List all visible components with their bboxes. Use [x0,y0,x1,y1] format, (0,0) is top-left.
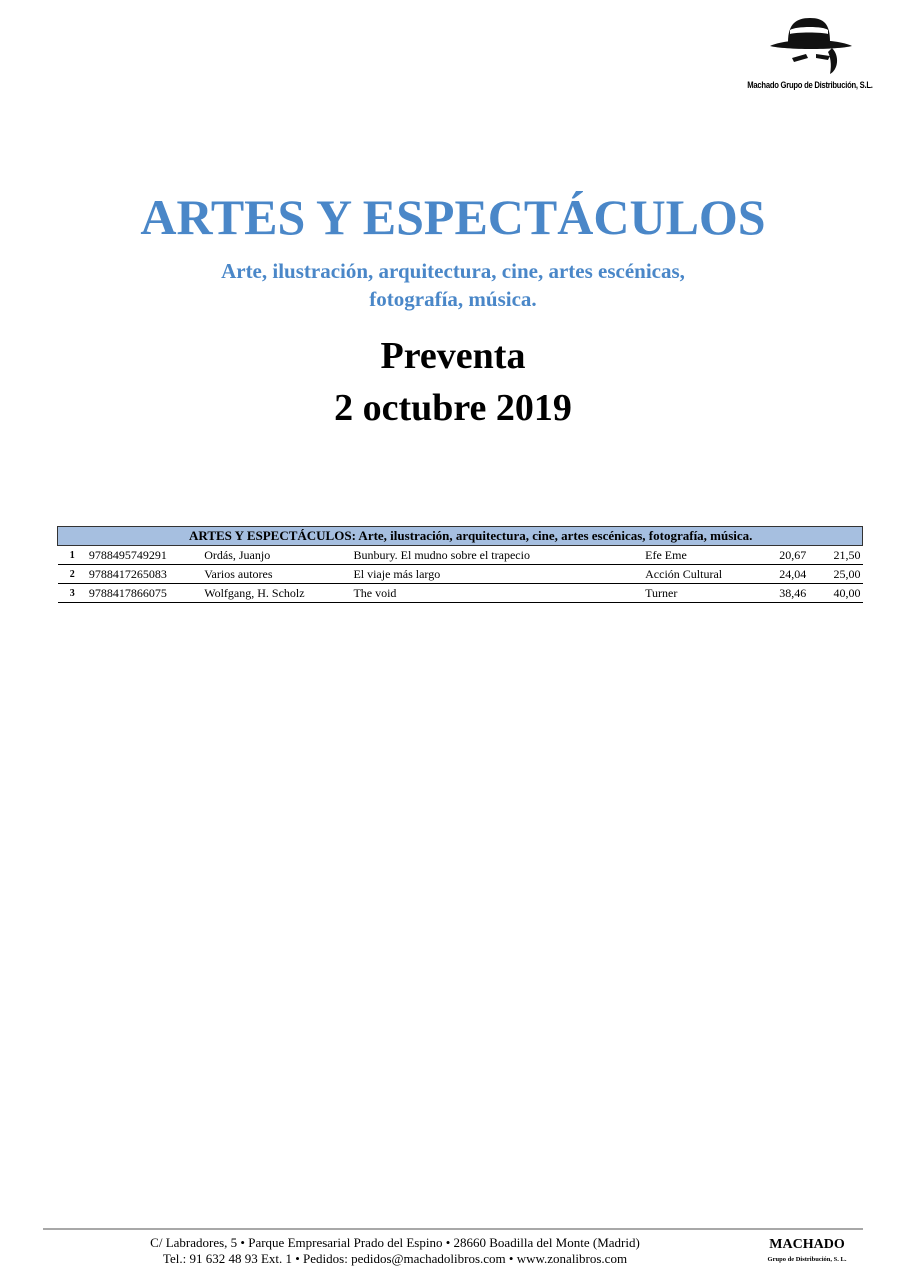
row-number: 3 [58,584,87,603]
row-isbn: 9788417866075 [87,584,202,603]
table-row [58,584,863,603]
row-author: Wolfgang, H. Scholz [202,584,351,603]
row-price-no-tax: 24,04 [763,565,808,584]
table-row [58,546,863,565]
table-row [58,565,863,584]
row-publisher: Efe Eme [643,546,763,565]
row-price: 40,00 [808,584,862,603]
row-title: El viaje más largo [351,565,643,584]
footer-address: C/ Labradores, 5 • Parque Empresarial Prado del Espino • 28660 Boadilla del Monte (Madrid) [150,1235,640,1250]
logo-caption: Machado Grupo de Distribución, S.L. [747,80,873,90]
page-subtitle-line2: fotografía, música. [369,287,537,311]
row-price: 25,00 [808,565,862,584]
table-header: ARTES Y ESPECTÁCULOS: Arte, ilustración, arquitectura, cine, artes escénicas, fotografía, música. [58,527,863,546]
row-price-no-tax: 20,67 [763,546,808,565]
row-isbn: 9788417265083 [87,565,202,584]
catalog-table [57,526,863,603]
row-isbn: 9788495749291 [87,546,202,565]
row-title: The void [351,584,643,603]
preventa-date: 2 octubre 2019 [334,387,572,429]
row-price-no-tax: 38,46 [763,584,808,603]
row-publisher: Acción Cultural [643,565,763,584]
footer-divider [43,1228,863,1230]
footer-contact: Tel.: 91 632 48 93 Ext. 1 • Pedidos: pedidos@machadolibros.com • www.zonalibros.com [162,1251,628,1266]
page-title: ARTES Y ESPECTÁCULOS [140,189,766,245]
footer-brand-subtitle: Grupo de Distribución, S. L. [767,1256,847,1263]
row-author: Ordás, Juanjo [202,546,351,565]
company-logo [736,8,884,94]
row-number: 1 [58,546,87,565]
footer-brand: MACHADO [769,1237,845,1252]
row-number: 2 [58,565,87,584]
row-author: Varios autores [202,565,351,584]
hat-man-icon [766,12,854,78]
row-title: Bunbury. El mudno sobre el trapecio [351,546,643,565]
table-header-row [58,527,863,546]
page-subtitle-line1: Arte, ilustración, arquitectura, cine, artes escénicas, [221,259,685,283]
row-price: 21,50 [808,546,862,565]
row-publisher: Turner [643,584,763,603]
preventa-label: Preventa [380,335,526,377]
